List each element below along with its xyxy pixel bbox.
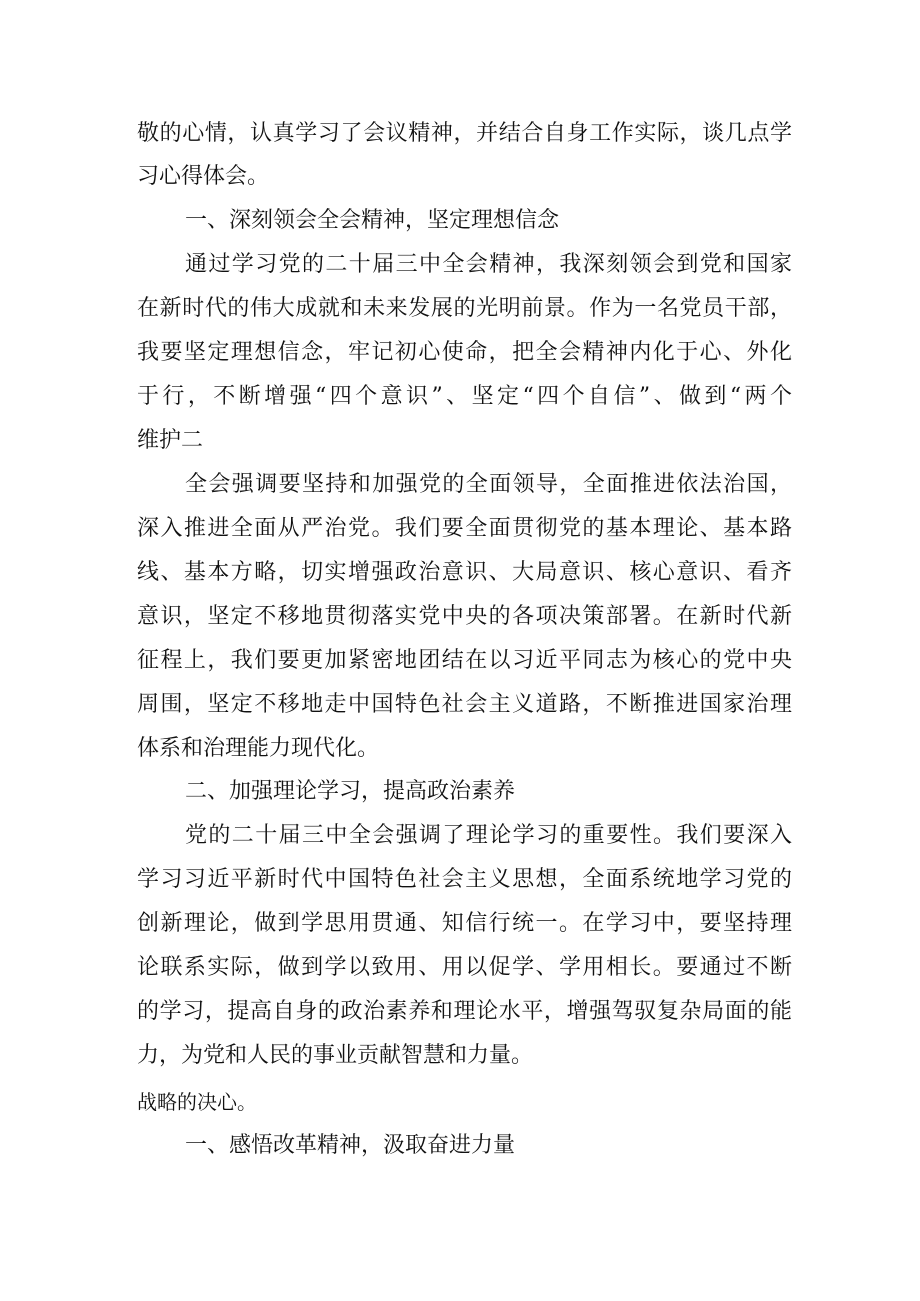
section-2-paragraph-1-line-3: 创新理论，做到学思用贯通、知信行统一。在学习中，要坚持理 [137, 911, 792, 936]
section-2-heading: 二、加强理论学习，提高政治素养 [185, 779, 516, 804]
section-1-paragraph-2-line-1: 全会强调要坚持和加强党的全面领导，全面推进依法治国， [185, 472, 792, 497]
section-1-paragraph-1-line-1: 通过学习党的二十届三中全会精神，我深刻领会到党和国家 [185, 252, 792, 277]
section-1-heading: 一、深刻领会全会精神，坚定理想信念 [185, 208, 560, 233]
intro-line-2: 习心得体会。 [137, 164, 270, 189]
section-1-paragraph-2-line-4: 意识，坚定不移地贯彻落实党中央的各项决策部署。在新时代新 [137, 604, 792, 629]
section-2-paragraph-1-line-5: 的学习，提高自身的政治素养和理论水平，增强驾驭复杂局面的能 [137, 999, 792, 1024]
section-1-paragraph-2-line-3: 线、基本方略，切实增强政治意识、大局意识、核心意识、看齐 [137, 560, 792, 585]
section-1-paragraph-2-line-2: 深入推进全面从严治党。我们要全面贯彻党的基本理论、基本路 [137, 516, 792, 541]
section-2-paragraph-1-line-6: 力，为党和人民的事业贡献智慧和力量。 [137, 1043, 534, 1068]
section-2-paragraph-1-line-1: 党的二十届三中全会强调了理论学习的重要性。我们要深入 [185, 823, 792, 848]
intro-line-1: 敬的心情，认真学习了会议精神，并结合自身工作实际，谈几点学 [137, 121, 792, 146]
section-2-paragraph-1-line-4: 论联系实际，做到学以致用、用以促学、学用相长。要通过不断 [137, 955, 792, 980]
fragment-line: 战略的决心。 [137, 1090, 257, 1114]
section-1-paragraph-2-line-5: 征程上，我们要更加紧密地团结在以习近平同志为核心的党中央 [137, 648, 792, 673]
section-1-paragraph-1-line-4: 于行，不断增强“四个意识”、坚定“四个自信”、做到“两个 [137, 384, 792, 409]
section-1-paragraph-1-line-3: 我要坚定理想信念，牢记初心使命，把全会精神内化于心、外化 [137, 340, 792, 365]
section-1-paragraph-1-line-2: 在新时代的伟大成就和未来发展的光明前景。作为一名党员干部， [137, 296, 792, 321]
section-2-paragraph-1-line-2: 学习习近平新时代中国特色社会主义思想，全面系统地学习党的 [137, 867, 792, 892]
section-1-paragraph-2-line-7: 体系和治理能力现代化。 [137, 736, 380, 761]
section-3-heading: 一、感悟改革精神，汲取奋进力量 [185, 1133, 516, 1158]
section-1-paragraph-2-line-6: 周围，坚定不移地走中国特色社会主义道路，不断推进国家治理 [137, 692, 792, 717]
section-1-paragraph-1-line-5: 维护二 [137, 428, 204, 453]
